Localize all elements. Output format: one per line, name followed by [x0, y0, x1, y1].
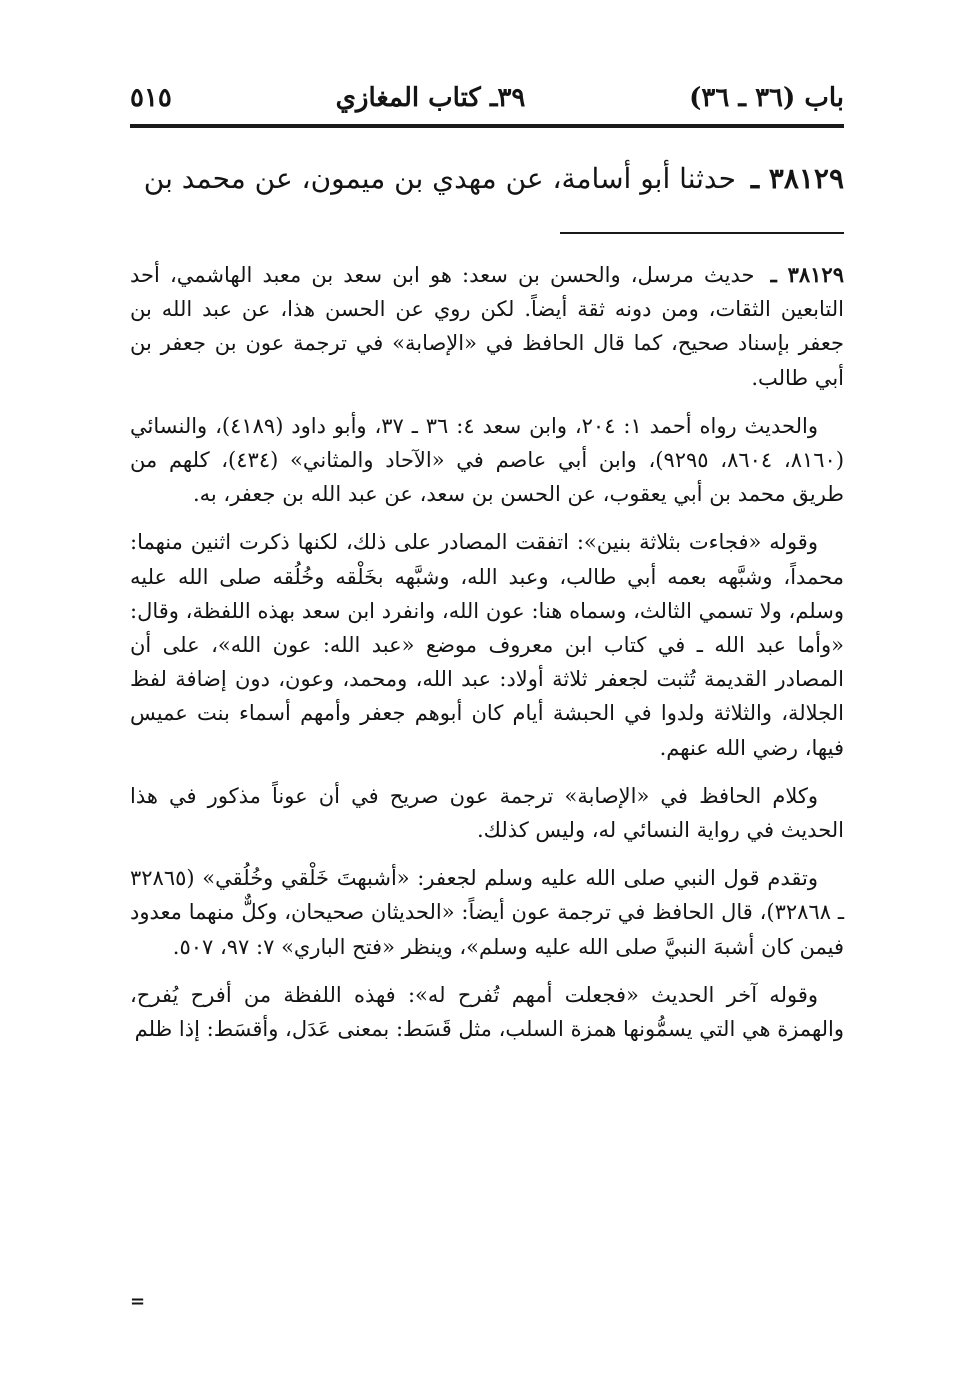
footnote-paragraph-4: وكلام الحافظ في «الإصابة» ترجمة عون صريح في أن عوناً مذكور في هذا الحديث في رواية النسائي له، وليس كذلك. [130, 783, 844, 843]
page-number: ٥١٥ [130, 83, 172, 113]
header-divider [130, 124, 844, 128]
footnote-number: ٣٨١٢٩ ـ [770, 262, 844, 287]
footnote-paragraph-1 [130, 258, 844, 395]
hadith-number: ٣٨١٢٩ ـ [750, 162, 844, 195]
footnote-separator [560, 232, 844, 234]
footnote-paragraph-3: وقوله «فجاءت بثلاثة بنين»: اتفقت المصادر على ذلك، لكنها ذكرت اثنين منهما: محمداً، وشبَّهه بعمه أبي طالب، وعبد الله، وشبَّهه بخَلْقه وخُلُقه صلى الله عليه وسلم، ولا تسمي الثالث، وسماه هنا: عون الله، وانفرد ابن سعد بهذه اللفظة، وقال: «وأما عبد الله ـ في كتاب ابن معروف موضع «عبد الله: عون الله»، على أن المصادر القديمة تُثبت لجعفر ثلاثة أولاد: عبد الله، ومحمد، وعون، دون إضافة لفظ الجلالة، والثلاثة ولدوا في الحبشة أيام كان أبوهم جعفر وأمهم أسماء بنت عميس فيها، رضي الله عنهم. [130, 530, 844, 760]
footnote-text: حديث مرسل، والحسن بن سعد: هو ابن سعد بن معبد الهاشمي، أحد التابعين الثقات، ومن دونه ثقة أيضاً. لكن روي عن الحسن هذا، عن عبد الله بن جعفر بإسناد صحيح، كما قال الحافظ في «الإصابة» في ترجمة عون بن جعفر بن أبي طالب. [130, 263, 844, 390]
footnote-paragraph-5: وتقدم قول النبي صلى الله عليه وسلم لجعفر: «أشبهتَ خَلْقي وخُلُقي» (٣٢٨٦٥ ـ ٣٢٨٦٨)، قال الحافظ في ترجمة عون أيضاً: «الحديثان صحيحان، وكلٌّ منهما معدود فيمن كان أشبهَ النبيَّ صلى الله عليه وسلم»، وينظر «فتح الباري» ٧: ٩٧، ٥٠٧. [130, 866, 845, 959]
book-title: ٣٩ـ كتاب المغازي [335, 83, 526, 113]
footnote-paragraph-6: وقوله آخر الحديث «فجعلت أمهم تُفرح له»: فهذه اللفظة من أفرح يُفرح، والهمزة هي التي يسمُّونها همزة السلب، مثل قَسَط: بمعنى عَدَل، وأقسَط: إذا ظلم [130, 982, 844, 1042]
continuation-mark: = [130, 1291, 146, 1312]
chapter-label: باب (٣٦ ـ ٣٦) [689, 83, 844, 113]
footnote-paragraph-2: والحديث رواه أحمد ١: ٢٠٤، وابن سعد ٤: ٣٦ ـ ٣٧، وأبو داود (٤١٨٩)، والنسائي (٨١٦٠، ٨٦٠٤، ٩٢٩٥)، وابن أبي عاصم في «الآحاد والمثاني» (٤٣٤)، كلهم من طريق محمد بن أبي يعقوب، عن الحسن بن سعد، عن عبد الله بن جعفر، به. [130, 413, 845, 507]
hadith-text: حدثنا أبو أسامة، عن مهدي بن ميمون، عن محمد بن [143, 162, 736, 195]
footnotes-section [130, 258, 845, 1312]
main-hadith-text [130, 158, 844, 200]
page-header [130, 78, 844, 118]
